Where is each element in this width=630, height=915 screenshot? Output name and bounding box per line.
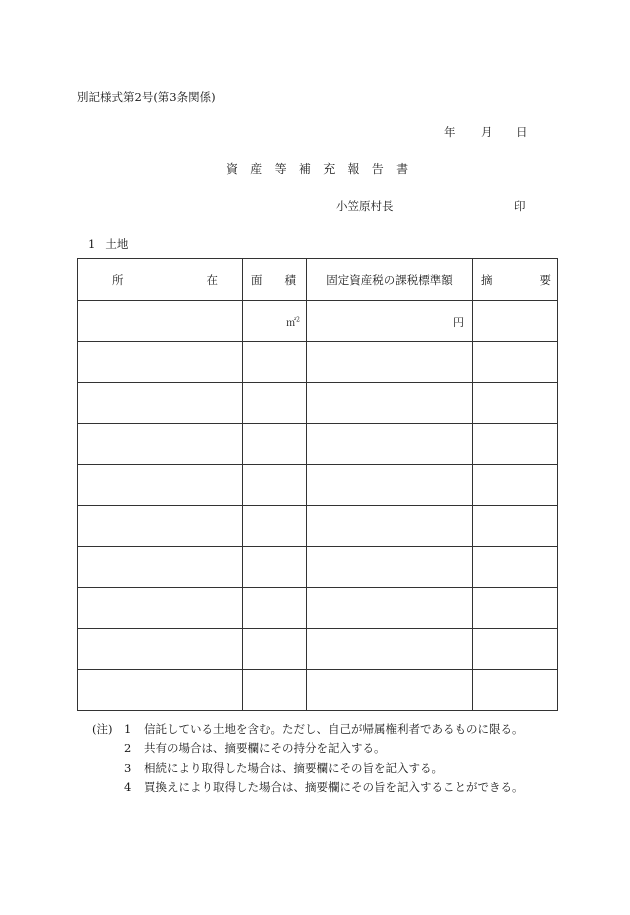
section-label: 土地 [105, 237, 129, 251]
remarks-cell[interactable] [473, 465, 558, 506]
remarks-cell[interactable] [473, 383, 558, 424]
area-cell[interactable] [243, 301, 307, 342]
area-cell[interactable] [243, 383, 307, 424]
location-cell[interactable] [78, 547, 243, 588]
area-cell[interactable] [243, 424, 307, 465]
column-location [78, 259, 243, 301]
location-cell[interactable] [78, 588, 243, 629]
area-cell[interactable] [243, 547, 307, 588]
note-text: 共有の場合は、摘要欄にその持分を記入する。 [144, 741, 386, 756]
remarks-cell[interactable] [473, 588, 558, 629]
addressee: 小笠原村長 [336, 199, 394, 213]
section-number: 1 [88, 237, 96, 251]
section-heading [88, 236, 128, 252]
note-text: 信託している土地を含む。ただし、自己が帰属権利者であるものに限る。 [144, 722, 524, 736]
location-cell[interactable] [78, 670, 243, 711]
note-item [92, 759, 524, 778]
table-row [78, 424, 558, 465]
table-row [78, 383, 558, 424]
remarks-cell[interactable] [473, 547, 558, 588]
tax-standard-cell[interactable] [307, 670, 473, 711]
column-remarks [473, 259, 558, 301]
remarks-cell[interactable] [473, 424, 558, 465]
area-cell[interactable] [243, 342, 307, 383]
note-text: 相続により取得した場合は、摘要欄にその旨を記入する。 [144, 760, 443, 775]
column-location-label-a: 所 [112, 272, 124, 287]
area-cell[interactable] [243, 465, 307, 506]
area-cell[interactable] [243, 588, 307, 629]
note-number: 1 [124, 722, 132, 736]
area-cell[interactable] [243, 629, 307, 670]
area-cell[interactable] [243, 670, 307, 711]
table-header-row [78, 259, 558, 301]
tax-standard-cell[interactable] [307, 301, 473, 342]
table-row [78, 629, 558, 670]
table-row [78, 670, 558, 711]
note-number: 4 [124, 779, 132, 794]
notes-prefix: (注) [92, 722, 113, 736]
note-item [92, 778, 524, 797]
location-cell[interactable] [78, 424, 243, 465]
location-cell[interactable] [78, 506, 243, 547]
note-number: 3 [124, 760, 132, 775]
notes-block [92, 720, 524, 797]
form-reference: 別記様式第2号(第3条関係) [77, 90, 216, 104]
tax-standard-cell[interactable] [307, 424, 473, 465]
location-cell[interactable] [78, 301, 243, 342]
column-area-label-a: 面 [251, 272, 263, 287]
column-tax-standard-label: 固定資産税の課税標準額 [326, 272, 453, 287]
area-unit: ㎡$^2$ [286, 316, 300, 329]
table-row [78, 301, 558, 342]
tax-standard-cell[interactable] [307, 383, 473, 424]
column-tax-standard [307, 259, 473, 301]
tax-standard-cell[interactable] [307, 629, 473, 670]
remarks-cell[interactable] [473, 506, 558, 547]
document-title: 資産等補充報告書 [226, 162, 421, 176]
tax-standard-cell[interactable] [307, 342, 473, 383]
seal-mark: 印 [514, 199, 526, 213]
date-month-label: 月 [481, 125, 493, 139]
table-row [78, 465, 558, 506]
tax-standard-cell[interactable] [307, 465, 473, 506]
date-year-label: 年 [444, 125, 456, 139]
table-row [78, 588, 558, 629]
location-cell[interactable] [78, 465, 243, 506]
column-remarks-label-b: 要 [539, 272, 551, 287]
note-item [92, 720, 524, 739]
tax-standard-cell[interactable] [307, 588, 473, 629]
remarks-cell[interactable] [473, 629, 558, 670]
note-item [92, 739, 524, 758]
table-row [78, 342, 558, 383]
table-row [78, 547, 558, 588]
remarks-cell[interactable] [473, 670, 558, 711]
column-remarks-label-a: 摘 [481, 272, 493, 287]
location-cell[interactable] [78, 383, 243, 424]
column-location-label-b: 在 [206, 272, 218, 287]
location-cell[interactable] [78, 342, 243, 383]
tax-standard-cell[interactable] [307, 547, 473, 588]
yen-unit: 円 [453, 316, 464, 329]
remarks-cell[interactable] [473, 342, 558, 383]
location-cell[interactable] [78, 629, 243, 670]
note-text: 買換えにより取得した場合は、摘要欄にその旨を記入することができる。 [144, 779, 524, 794]
land-table [77, 258, 558, 711]
column-area-label-b: 積 [284, 272, 296, 287]
note-number: 2 [124, 741, 132, 756]
table-row [78, 506, 558, 547]
remarks-cell[interactable] [473, 301, 558, 342]
area-cell[interactable] [243, 506, 307, 547]
column-area [243, 259, 307, 301]
tax-standard-cell[interactable] [307, 506, 473, 547]
date-day-label: 日 [516, 125, 528, 139]
